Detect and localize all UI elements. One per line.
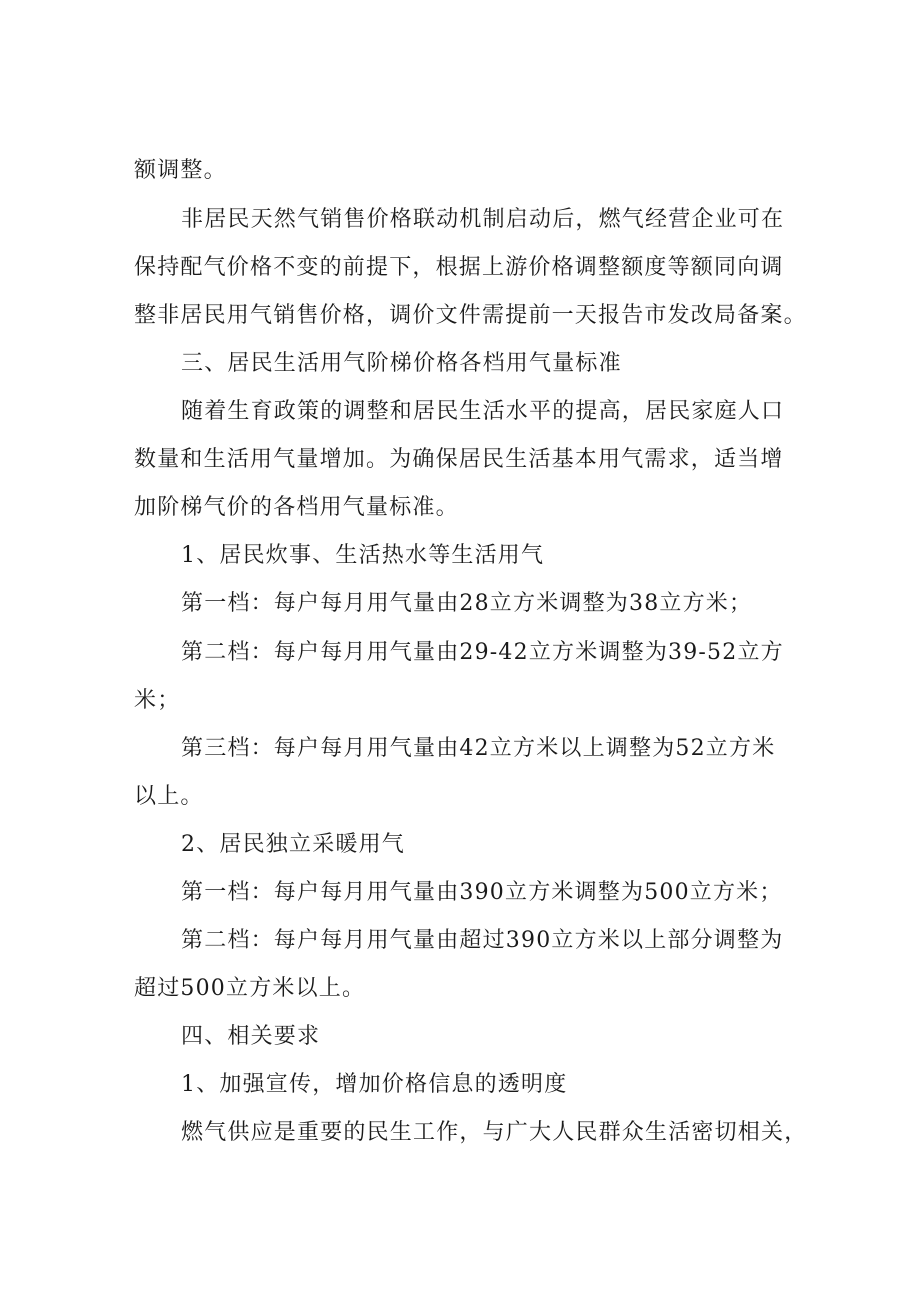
- subsection-heading: 1、加强宣传，增加价格信息的透明度: [181, 1072, 568, 1097]
- text-line: 数量和生活用气量增加。为确保居民生活基本用气需求，适当增: [134, 447, 784, 472]
- text-line: 整非居民用气销售价格，调价文件需提前一天报告市发改局备案。: [134, 303, 807, 328]
- text-line: 第三档：每户每月用气量由42立方米以上调整为52立方米: [181, 736, 776, 761]
- text-line: 第一档：每户每月用气量由390立方米调整为500立方米；: [181, 880, 783, 905]
- text-line: 非居民天然气销售价格联动机制启动后，燃气经营企业可在: [181, 207, 785, 232]
- text-line: 额调整。: [134, 158, 227, 183]
- text-line: 米；: [134, 688, 181, 713]
- text-line: 保持配气价格不变的前提下，根据上游价格调整额度等额同向调: [134, 255, 784, 280]
- text-line: 第二档：每户每月用气量由超过390立方米以上部分调整为: [181, 928, 784, 953]
- text-line: 超过500立方米以上。: [134, 976, 366, 1001]
- text-line: 第二档：每户每月用气量由29-42立方米调整为39-52立方: [181, 640, 784, 665]
- text-line: 第一档：每户每月用气量由28立方米调整为38立方米；: [181, 591, 753, 616]
- text-line: 加阶梯气价的各档用气量标准。: [134, 495, 459, 520]
- subsection-heading: 1、居民炊事、生活热水等生活用气: [181, 543, 545, 568]
- section-heading: 四、相关要求: [181, 1024, 321, 1049]
- text-line: 随着生育政策的调整和居民生活水平的提高，居民家庭人口: [181, 399, 785, 424]
- text-line: 以上。: [134, 784, 204, 809]
- text-line: 燃气供应是重要的民生工作，与广大人民群众生活密切相关，: [181, 1120, 808, 1145]
- section-heading: 三、居民生活用气阶梯价格各档用气量标准: [181, 351, 622, 376]
- subsection-heading: 2、居民独立采暖用气: [181, 832, 405, 857]
